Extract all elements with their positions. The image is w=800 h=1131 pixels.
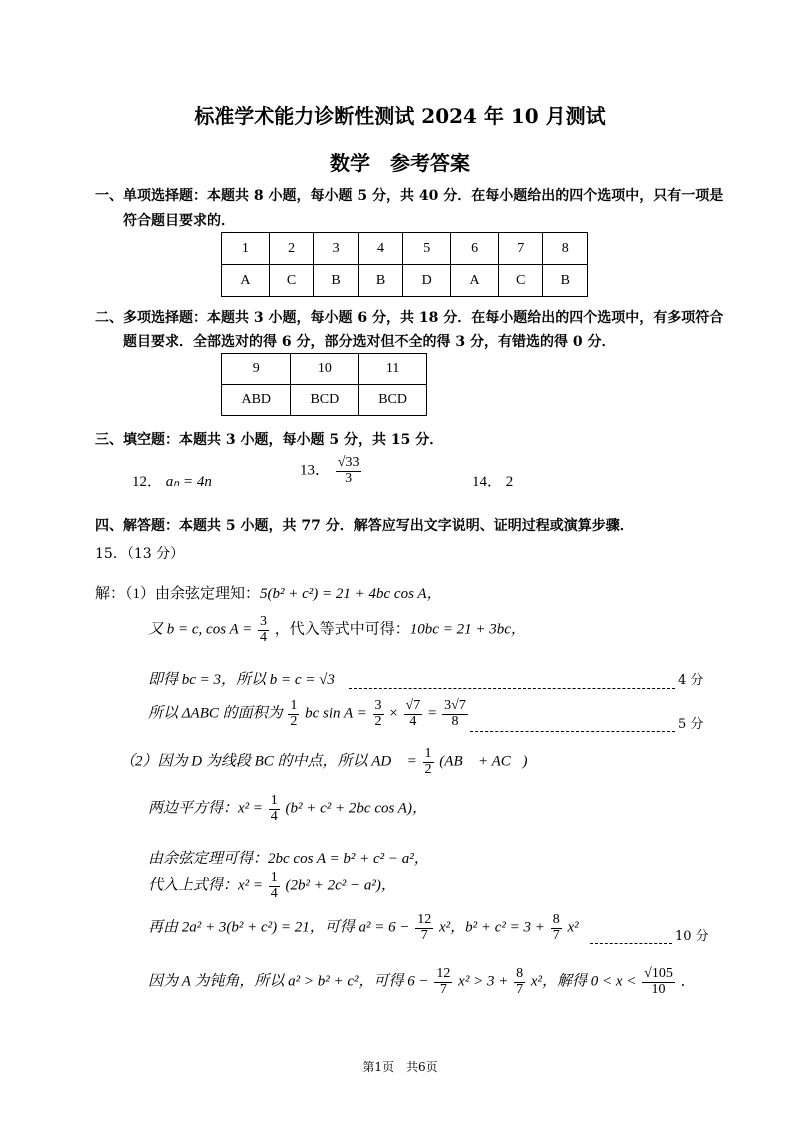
q14-answer (472, 470, 513, 491)
solution-line-8 (148, 871, 396, 901)
answer-cell: B (314, 265, 358, 297)
page-footer: 第1页 共6页 (362, 1060, 438, 1074)
question-number: 4 (358, 233, 402, 265)
text: 两边平方得：x² = (148, 800, 264, 817)
section2-heading: 二、多项选择题：本题共 3 小题，每小题 6 分，共 18 分．在每小题给出的四个选项中，有多项符合 (95, 310, 724, 326)
text: 又 b = c, cos A = (148, 621, 253, 638)
score-leader-line (349, 678, 675, 697)
denominator: 8 (451, 713, 459, 729)
text: 所以 ΔABC 的面积为 (148, 705, 283, 722)
question-number: 7 (498, 233, 542, 265)
text: (2b² + 2c² − a²)， (285, 877, 396, 894)
score-marker: 4 分 (678, 673, 704, 688)
text: 代入上式得：x² = (148, 877, 264, 894)
answer-cell: B (543, 265, 588, 297)
numerator: 8 (516, 966, 524, 981)
times-sign: × (389, 705, 398, 722)
denominator: 10 (651, 981, 666, 997)
q12-answer (132, 470, 212, 491)
denominator: 2 (374, 713, 382, 729)
score-marker: 10 分 (675, 929, 709, 944)
answer-cell: BCD (291, 385, 359, 416)
text: ，代入等式中可得： (274, 621, 410, 638)
answer-cell: A (451, 265, 499, 297)
numerator: 3 (260, 614, 268, 629)
denominator: 7 (439, 981, 447, 997)
solution-line-3 (148, 668, 335, 689)
solution-line-6 (148, 794, 427, 824)
section1-heading-cont: 符合题目要求的． (123, 213, 235, 229)
kind-label: 参考答案 (390, 151, 470, 175)
solution-line-10 (148, 967, 696, 997)
numerator: 12 (417, 912, 432, 927)
denominator: 7 (420, 927, 428, 943)
denominator: 4 (270, 808, 278, 824)
answer-row (222, 265, 588, 297)
q13-answer (300, 456, 363, 486)
answer-cell: BCD (359, 385, 427, 416)
solution-line-7 (148, 847, 429, 868)
solution-line-1 (95, 582, 442, 603)
page-subtitle (0, 147, 800, 176)
denominator: 7 (516, 981, 524, 997)
q13-numerator: √33 (337, 455, 360, 470)
subject-label: 数学 (330, 151, 370, 175)
solution-line-4 (148, 699, 470, 729)
solution-line-2 (148, 615, 526, 645)
text: 因为 A 为钝角，所以 a² > b² + c²，可得 6 − (148, 973, 429, 990)
solution-line-9 (148, 913, 579, 943)
answer-row (222, 385, 427, 416)
numerator: 1 (424, 746, 432, 761)
text: 解：（1）由余弦定理知： (95, 586, 261, 602)
text: x²，解得 0 < x < (530, 973, 637, 990)
score-marker: 5 分 (678, 717, 704, 732)
answer-cell: A (222, 265, 270, 297)
text: 由余弦定理可得：2bc cos A = b² + c² − a²， (148, 851, 429, 867)
q12-label: 12． (132, 474, 163, 490)
formula: 10bc = 21 + 3bc， (409, 621, 526, 638)
text: (AB⃗ + AC⃗)， (439, 753, 540, 770)
numerator: 3 (374, 698, 382, 713)
question-number: 5 (403, 233, 451, 265)
numerator: √105 (644, 966, 673, 981)
section4-heading: 四、解答题：本题共 5 小题，共 77 分．解答应写出文字说明、证明过程或演算步骤． (95, 518, 634, 534)
text: (b² + c² + 2bc cos A)， (285, 800, 427, 817)
question-number-row (222, 354, 427, 385)
multi-choice-answer-table (221, 353, 427, 416)
question-number: 8 (543, 233, 588, 265)
denominator: 2 (424, 761, 432, 777)
numerator: 3√7 (444, 698, 466, 713)
score-leader-line (590, 933, 672, 952)
question-number: 3 (314, 233, 358, 265)
q14-label: 14． (472, 474, 503, 490)
text: 即得 bc = 3，所以 b = c = √3 (148, 672, 335, 688)
q14-value: 2 (505, 474, 514, 490)
text: x²，b² + c² = 3 + (439, 919, 545, 936)
formula: 5(b² + c²) = 21 + 4bc cos A， (260, 586, 442, 602)
text: ． (680, 973, 696, 990)
question-number: 10 (291, 354, 359, 385)
numerator: √7 (405, 698, 421, 713)
page-title: 标准学术能力诊断性测试 2024 年 10 月测试 (194, 104, 606, 128)
section3-heading: 三、填空题：本题共 3 小题，每小题 5 分，共 15 分． (95, 432, 444, 448)
denominator: 4 (409, 713, 417, 729)
numerator: 1 (290, 698, 298, 713)
question-number: 2 (269, 233, 313, 265)
numerator: 12 (436, 966, 451, 981)
question-number: 9 (222, 354, 291, 385)
text: x² > 3 + (458, 973, 509, 990)
answer-cell: D (403, 265, 451, 297)
equals-sign: = (427, 705, 437, 722)
denominator: 2 (290, 713, 298, 729)
numerator: 1 (270, 870, 278, 885)
text: x² (567, 919, 579, 936)
answer-cell: C (269, 265, 313, 297)
denominator: 4 (260, 629, 268, 645)
q15-label: 15．（13 分） (95, 546, 185, 562)
text: 再由 2a² + 3(b² + c²) = 21，可得 a² = 6 − (148, 919, 410, 936)
q13-denominator: 3 (345, 470, 353, 486)
numerator: 1 (270, 793, 278, 808)
numerator: 8 (552, 912, 560, 927)
answer-cell: ABD (222, 385, 291, 416)
q13-label: 13． (300, 462, 331, 479)
answer-cell: C (498, 265, 542, 297)
question-number: 1 (222, 233, 270, 265)
question-number-row (222, 233, 588, 265)
single-choice-answer-table (221, 232, 588, 297)
denominator: 4 (270, 885, 278, 901)
section1-heading: 一、单项选择题：本题共 8 小题，每小题 5 分，共 40 分．在每小题给出的四个选项中，只有一项是 (95, 188, 724, 204)
question-number: 6 (451, 233, 499, 265)
section2-heading-cont: 题目要求．全部选对的得 6 分，部分选对但不全的得 3 分，有错选的得 0 分． (123, 334, 616, 350)
text: （2）因为 D 为线段 BC 的中点，所以 AD⃗ = (120, 753, 417, 770)
score-leader-line (470, 721, 675, 740)
text: bc sin A = (305, 705, 367, 722)
answer-cell: B (358, 265, 402, 297)
solution-line-5 (120, 747, 539, 777)
denominator: 7 (552, 927, 560, 943)
question-number: 11 (359, 354, 427, 385)
q12-value: aₙ = 4n (165, 474, 212, 490)
